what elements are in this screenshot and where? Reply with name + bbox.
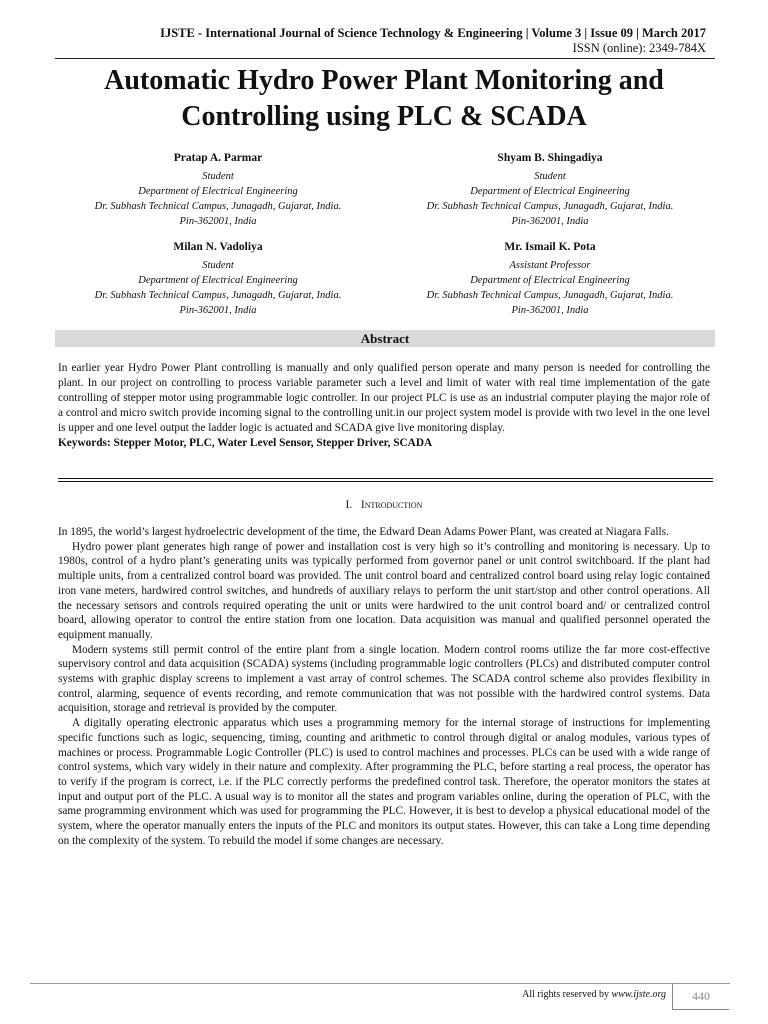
abstract-rule [58, 478, 713, 482]
issn: ISSN (online): 2349-784X [572, 41, 706, 55]
author-institution: Dr. Subhash Technical Campus, Junagadh, Gujarat, India. [426, 201, 674, 212]
author-department: Department of Electrical Engineering [470, 275, 630, 286]
author-block [53, 240, 383, 318]
author-block [385, 151, 715, 229]
author-position: Student [534, 171, 566, 182]
journal-header [66, 26, 706, 56]
author-name: Pratap A. Parmar [173, 152, 263, 164]
abstract [58, 361, 710, 451]
keywords: Keywords: Stepper Motor, PLC, Water Level Sensor, Stepper Driver, SCADA [58, 437, 433, 449]
author-block [385, 240, 715, 318]
introduction-body [58, 525, 710, 848]
author-name: Milan N. Vadoliya [173, 241, 263, 253]
author-block [53, 151, 383, 229]
paragraph: A digitally operating electronic apparatus which uses a programming memory for the internal storage of instructions for implementing specific functions such as logic, sequencing, timing, counting and arithmetic to control through digital or analog modules, various types of machines or process. Programmable Logic Controller (PLC) is used to control machines and processes. PLCs can be used with a wide range of control systems, which vary widely in their nature and complexity. After programming the PLC, before starting a real process, the operator has to verify if the program is correct, i.e. if the PLC correctly performs the predefined control task. Therefore, the operator monitors the states at input and output port of the PLC. A usual way is to monitor all the states and program variables online, during the operation of PLC, with the same programming environment which was used for programming the PLC. However, it is best to develop a physical educational model of the system, where the operator manually enters the inputs of the PLC and monitors its output states. However, this can take a Long time depending on the complexity of the system. To rebuild the model if some changes are necessary. [58, 717, 710, 847]
author-position: Assistant Professor [509, 260, 591, 271]
author-pin: Pin-362001, India [179, 305, 257, 316]
abstract-heading: Abstract [55, 330, 715, 347]
footer-site-link[interactable]: www.ijste.org [611, 989, 666, 1000]
author-department: Department of Electrical Engineering [138, 186, 298, 197]
paper-title: Automatic Hydro Power Plant Monitoring and Controlling using PLC & SCADA [104, 65, 664, 132]
journal-citation: IJSTE - International Journal of Science Technology & Engineering | Volume 3 | Issue 09 | March 2017 [160, 26, 706, 40]
footer-rule [30, 983, 730, 984]
section-number: I. [345, 499, 353, 511]
paragraph: In 1895, the world’s largest hydroelectric development of the time, the Edward Dean Adams Power Plant, was created at Niagara Falls. [58, 526, 669, 538]
header-rule [55, 58, 715, 59]
section-title: Introduction [360, 499, 423, 511]
author-institution: Dr. Subhash Technical Campus, Junagadh, Gujarat, India. [426, 290, 674, 301]
author-name: Mr. Ismail K. Pota [504, 241, 596, 253]
author-department: Department of Electrical Engineering [470, 186, 630, 197]
footer-rights: All rights reserved by [522, 989, 610, 1000]
footer [380, 988, 666, 1002]
author-institution: Dr. Subhash Technical Campus, Junagadh, Gujarat, India. [94, 290, 342, 301]
author-pin: Pin-362001, India [179, 216, 257, 227]
page-number: 440 [672, 983, 729, 1010]
paragraph: Modern systems still permit control of the entire plant from a single location. Modern control rooms utilize the far more cost-effective supervisory control and data acquisition (SCADA) systems (including programmable logic controllers (PLCs) and distributed computer control systems with graphic display screens to implement a vast array of control schemes. The SCADA control scheme also provides flexibility in control, alarming, sequence of events recording, and remote communication that was not possible with the hardwired control systems. Data acquisition, storage and retrieval is provided by the computer. [58, 643, 710, 715]
section-heading-introduction [0, 498, 768, 512]
abstract-text: In earlier year Hydro Power Plant controlling is manually and only qualified person operate and many person is needed for controlling the plant. In our project on controlling to process variable parameter such a level and limit of water with real time implementation of the gate controlling of stepper motor using programmable logic controller. In our project PLC is use as an industrial computer playing the major role of a control and micro switch provide incoming signal to the controlling unit.in our project system model is provide with two level in the one level is upper and one level output the ladder logic is actuated and SCADA give live monitoring display. [58, 362, 710, 434]
author-position: Student [202, 171, 234, 182]
paragraph: Hydro power plant generates high range of power and installation cost is very high so it’s controlling and monitoring is necessary. Up to 1980s, control of a hydro plant’s generating units was typically performed from governor panel or unit control switchboard. If the plant had multiple units, from a centralized control board was provided. The unit control board and centralized control board using relay logic contained iron vane meters, hardwired control switches, and hundreds of auxiliary relays to perform the unit start/stop and other control operations. All the necessary sensors and controls required operating the unit or units were hardwired to the unit control board and/ or centralized control board, allowing operator to control the entire station from one location. Data acquisition was manual and qualified personnel operated the equipment manually. [58, 540, 710, 641]
author-name: Shyam B. Shingadiya [497, 152, 603, 164]
author-position: Student [202, 260, 234, 271]
author-department: Department of Electrical Engineering [138, 275, 298, 286]
author-institution: Dr. Subhash Technical Campus, Junagadh, Gujarat, India. [94, 201, 342, 212]
author-pin: Pin-362001, India [511, 216, 589, 227]
author-pin: Pin-362001, India [511, 305, 589, 316]
